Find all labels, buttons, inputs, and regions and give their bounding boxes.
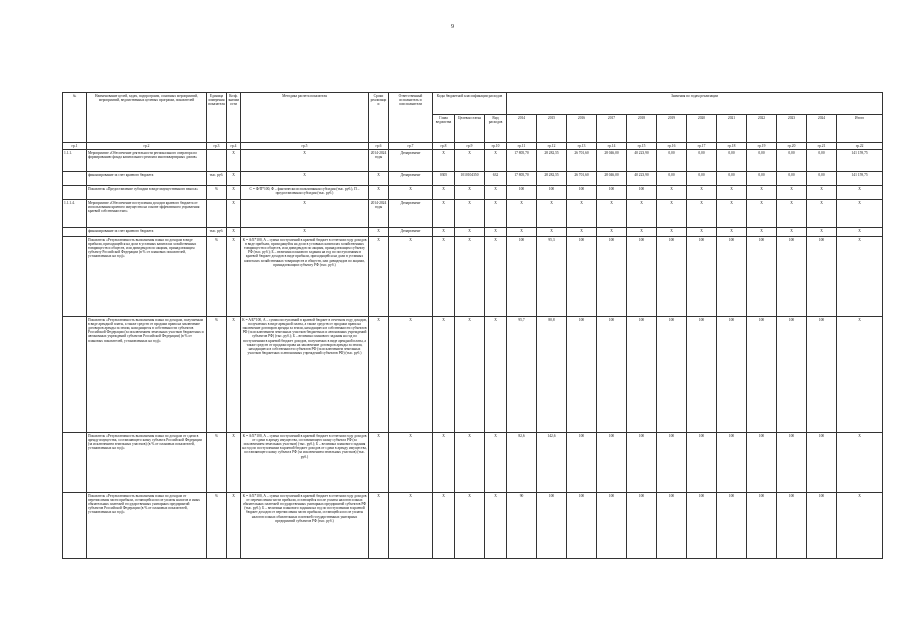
header-method: Методика расчета показателя [241, 93, 369, 143]
row-value: 100 [657, 493, 687, 559]
row-value: X [507, 200, 537, 228]
row-value: 100 [777, 433, 807, 493]
row-term: X [369, 228, 389, 237]
row-value: 100 [747, 493, 777, 559]
table-row [63, 237, 883, 317]
row-value: X [837, 200, 883, 228]
row-value: 0,00 [747, 172, 777, 186]
row-grbs: X [433, 433, 455, 493]
row-unit [207, 150, 227, 172]
row-responsible: X [389, 186, 433, 200]
column-number: гр.18 [717, 143, 747, 150]
row-value: 100 [627, 493, 657, 559]
row-value: 100 [717, 317, 747, 433]
header-year: Итого [837, 115, 883, 143]
column-number: гр.20 [777, 143, 807, 150]
row-grbs: X [433, 186, 455, 200]
row-value: 100 [777, 317, 807, 433]
row-value: 100 [597, 237, 627, 317]
column-number: гр.8 [433, 143, 455, 150]
column-number: гр.19 [747, 143, 777, 150]
row-value: X [537, 200, 567, 228]
row-value: 100 [537, 186, 567, 200]
row-value: X [657, 200, 687, 228]
row-value: 100 [627, 237, 657, 317]
column-number: гр.6 [369, 143, 389, 150]
row-value: X [597, 200, 627, 228]
row-csr: 1010104350 [455, 172, 485, 186]
row-value: 100 [597, 186, 627, 200]
column-number: гр.22 [837, 143, 883, 150]
header-num: № [63, 93, 87, 143]
row-value: X [627, 228, 657, 237]
row-term: 2014-2024 годы [369, 200, 389, 228]
row-value: 141 159,75 [837, 150, 883, 172]
header-year: 2020 [687, 115, 717, 143]
row-number [63, 317, 87, 433]
column-number: гр.17 [687, 143, 717, 150]
table-row [63, 172, 883, 186]
row-value: 0,00 [657, 172, 687, 186]
row-value: 100 [567, 237, 597, 317]
header-unit: Единица измерения показателя [207, 93, 227, 143]
row-number [63, 228, 87, 237]
column-number: гр.13 [567, 143, 597, 150]
row-grbs: X [433, 493, 455, 559]
column-number: гр.9 [455, 143, 485, 150]
column-number: гр.12 [537, 143, 567, 150]
row-value: 17 805,70 [507, 172, 537, 186]
table-row [63, 200, 883, 228]
row-method: C = Ф/П*100, Ф – фактически использованная субсидия (тыс. руб.), П – предоставленная субсидия (тыс. руб.) [241, 186, 369, 200]
header-year: 2017 [597, 115, 627, 143]
row-coef: X [227, 172, 241, 186]
row-value: X [747, 228, 777, 237]
row-value: 100 [657, 237, 687, 317]
row-responsible: X [389, 237, 433, 317]
row-value: 40 223,90 [627, 172, 657, 186]
row-vr: 632 [485, 172, 507, 186]
row-method: X [241, 172, 369, 186]
row-method: X [241, 228, 369, 237]
row-value: X [657, 186, 687, 200]
row-grbs: X [433, 237, 455, 317]
row-value: 100 [657, 317, 687, 433]
row-term: 2014-2024 годы [369, 150, 389, 172]
row-term: X [369, 433, 389, 493]
header-year: 2024 [807, 115, 837, 143]
row-vr: X [485, 200, 507, 228]
row-value: 26 701,60 [567, 172, 597, 186]
row-value: X [777, 200, 807, 228]
row-unit [207, 200, 227, 228]
row-value: 100 [627, 317, 657, 433]
row-number: 1.1.1.4. [63, 200, 87, 228]
table-row [63, 493, 883, 559]
row-csr: X [455, 186, 485, 200]
row-name: Показатель «Результативность выполнения плана по доходам, получаемым в виде арендной платы, а также средств от продажи права на заключение договоров аренды за земли, находящиеся в собственности субъектов Российской Федерации (за исключением земельных участков бюджетных и автономных учреждений субъектов Российской Федерации) (в % от плановых показателей, установленных на год)» [87, 317, 207, 433]
row-name: Показатель «Результативность выполнения плана по доходам в виде прибыли, приходящейся на доли в уставных капиталах хозяйственных товариществ и обществ, или дивидендов по акциям, принадлежащим субъекту Российской Федерации (в % от плановых показателей, установленных на год)» [87, 237, 207, 317]
row-coef: X [227, 150, 241, 172]
row-csr: X [455, 237, 485, 317]
row-value: 95,7 [507, 317, 537, 433]
row-value: X [657, 228, 687, 237]
row-value: 100 [627, 186, 657, 200]
row-value: 100 [507, 237, 537, 317]
row-unit: % [207, 493, 227, 559]
row-value: X [807, 228, 837, 237]
row-value: 100 [687, 433, 717, 493]
row-value: 100 [687, 317, 717, 433]
column-number: гр.2 [87, 143, 207, 150]
row-value: X [567, 200, 597, 228]
row-value: 100 [627, 433, 657, 493]
row-name: Показатель «Результативность выполнения плана по доходам от перечисления части прибыли, остающейся после уплаты налогов и иных обязательных платежей государственных унитарных предприятий субъектов Российской Федерации (в % от плановых показателей, установленных на год)» [87, 493, 207, 559]
row-grbs: X [433, 317, 455, 433]
row-value: 17 805,70 [507, 150, 537, 172]
row-name: Мероприятие «Обеспечение поступления доходов краевого бюджета от использования краевого имущества на основе эффективного управления краевой собственностью» [87, 200, 207, 228]
row-value: X [837, 237, 883, 317]
row-value: X [747, 200, 777, 228]
row-term: X [369, 317, 389, 433]
row-value: X [717, 186, 747, 200]
row-responsible: Департамент [389, 200, 433, 228]
header-year: 2021 [717, 115, 747, 143]
row-grbs: X [433, 228, 455, 237]
header-year: 2023 [777, 115, 807, 143]
header-values: Значения по годам реализации [507, 93, 883, 115]
row-name: Показатель «Результативность выполнения плана по доходам от сдачи в аренду имущества, составляющего казну субъекта Российской Федерации (за исключением земельных участков) (в % от плановых показателей, установленных на год)» [87, 433, 207, 493]
row-responsible: X [389, 433, 433, 493]
header-year: 2015 [537, 115, 567, 143]
row-name: Показатель «Предоставление субсидии в виде имущественного взноса» [87, 186, 207, 200]
row-value: 28 046,00 [597, 172, 627, 186]
program-table [62, 92, 883, 559]
column-number: гр.16 [657, 143, 687, 150]
row-csr: X [455, 493, 485, 559]
row-value: X [777, 228, 807, 237]
row-csr: X [455, 200, 485, 228]
row-unit: тыс. руб. [207, 228, 227, 237]
row-method: K = A/Б*100, А – сумма поступлений в краевой бюджет в отчетном году доходов от сдачи в аренду имущества, составляющего казну субъекта РФ (за исключением земельных участков) (тыс. руб.); Б – величина планового задания на год по поступлениям в краевой бюджет доходов от сдачи в аренду имущества, составляющего казну субъекта РФ (за исключением земельных участков) (тыс. руб.) [241, 433, 369, 493]
row-value: 141 159,75 [837, 172, 883, 186]
header-grbs: Глава ведомства [433, 115, 455, 143]
row-value: X [687, 186, 717, 200]
header-name: Наименование целей, задач, подпрограмм, основных мероприятий, мероприятий, ведомственных целевых программ, показателей [87, 93, 207, 143]
column-number: гр.1 [63, 143, 87, 150]
row-method: K = A/Б*100, А – сумма поступлений в краевой бюджет в отчетном году доходов в виде прибыли, приходящейся на доли в уставных капиталах хозяйственных товариществ и обществ, или дивидендов по акциям, принадлежащим субъекту РФ (тыс. руб.); Б – величина планового задания на год по поступлениям в краевой бюджет доходов в виде прибыли, приходящейся на доли в уставных капиталах хозяйственных товариществ и обществ, или дивидендов по акциям, принадлежащим субъекту РФ (тыс. руб.) [241, 237, 369, 317]
row-responsible: X [389, 317, 433, 433]
row-value: 26 701,60 [567, 150, 597, 172]
row-vr: X [485, 433, 507, 493]
row-value: 28 046,00 [597, 150, 627, 172]
table-row [63, 186, 883, 200]
row-value: 28 282,55 [537, 172, 567, 186]
row-name: финансирование за счет краевого бюджета [87, 172, 207, 186]
row-value: 80,8 [537, 317, 567, 433]
row-vr: X [485, 317, 507, 433]
row-value: X [837, 433, 883, 493]
row-value: 100 [807, 433, 837, 493]
header-resp: Ответственный исполнитель и соисполнители [389, 93, 433, 143]
row-value: 0,00 [747, 150, 777, 172]
row-value: X [537, 228, 567, 237]
row-number [63, 237, 87, 317]
row-csr: X [455, 433, 485, 493]
row-responsible: X [389, 493, 433, 559]
row-vr: X [485, 186, 507, 200]
row-number [63, 186, 87, 200]
header-year: 2014 [507, 115, 537, 143]
row-value: 0,00 [777, 150, 807, 172]
row-coef: X [227, 317, 241, 433]
column-number: гр.4 [227, 143, 241, 150]
header-year: 2019 [657, 115, 687, 143]
header-budget: Коды бюджетной классификации расходов [433, 93, 507, 115]
row-value: 100 [687, 237, 717, 317]
row-unit: % [207, 317, 227, 433]
row-value: 100 [747, 433, 777, 493]
row-value: X [597, 228, 627, 237]
row-value: 100 [567, 317, 597, 433]
column-number: гр.14 [597, 143, 627, 150]
row-method: X [241, 150, 369, 172]
column-number: гр.3 [207, 143, 227, 150]
row-value: 100 [657, 433, 687, 493]
row-value: 0,00 [687, 172, 717, 186]
row-value: 100 [597, 433, 627, 493]
row-unit: % [207, 186, 227, 200]
row-value: X [837, 186, 883, 200]
row-value: X [507, 228, 537, 237]
row-coef: X [227, 237, 241, 317]
row-value: 100 [567, 493, 597, 559]
row-unit: тыс. руб. [207, 172, 227, 186]
column-number: гр.15 [627, 143, 657, 150]
row-value: 100 [777, 493, 807, 559]
row-number [63, 493, 87, 559]
header-term: Сроки реализации [369, 93, 389, 143]
header-year: 2018 [627, 115, 657, 143]
row-value: X [837, 228, 883, 237]
column-number: гр.10 [485, 143, 507, 150]
row-value: 142,6 [537, 433, 567, 493]
row-value: 100 [507, 186, 537, 200]
row-term: X [369, 237, 389, 317]
row-number: 1.1.1. [63, 150, 87, 172]
row-number [63, 172, 87, 186]
row-grbs: X [433, 200, 455, 228]
row-value: 0,00 [807, 150, 837, 172]
row-coef: X [227, 433, 241, 493]
row-value: 82,6 [507, 433, 537, 493]
row-method: K = A/Б*100, А – сумма поступлений в краевой бюджет в отчетном году доходов, получаемых в виде арендной платы, а также средств от продажи права на заключение договоров аренды за земли, находящиеся в собственности субъектов РФ (за исключением земельных участков бюджетных и автономных учреждений субъектов РФ) (тыс. руб.); Б – величина планового задания на год по поступлениям в краевой бюджет доходов, получаемых в виде арендной платы, а также средств от продажи права на заключение договоров аренды за земли, находящиеся в собственности субъектов РФ (за исключением земельных участков бюджетных и автономных учреждений субъектов РФ) (тыс. руб.) [241, 317, 369, 433]
row-coef: X [227, 200, 241, 228]
row-value: 0,00 [687, 150, 717, 172]
row-name: финансирование за счет краевого бюджета [87, 228, 207, 237]
row-value: X [837, 493, 883, 559]
header-csr: Целевая статья [455, 115, 485, 143]
row-method: K = A/Б*100, А – сумма поступлений в краевой бюджет в отчетном году доходов от перечисления части прибыли, остающейся после уплаты налогов и иных обязательных платежей государственных унитарных предприятий субъектов РФ (тыс. руб.); Б – величина планового задания на год по поступлениям в краевой бюджет доходов от перечисления части прибыли, остающейся после уплаты налогов и иных обязательных платежей государственных унитарных предприятий субъектов РФ (тыс. руб.) [241, 493, 369, 559]
row-value: 100 [717, 237, 747, 317]
row-value: 100 [597, 317, 627, 433]
row-value: 100 [807, 237, 837, 317]
row-value: 0,00 [717, 150, 747, 172]
row-name: Мероприятие «Обеспечение деятельности регионального оператора по формированию фонда капитального ремонта многоквартирных домов» [87, 150, 207, 172]
row-unit: % [207, 433, 227, 493]
header-year: 2022 [747, 115, 777, 143]
row-csr: X [455, 317, 485, 433]
row-value: 100 [537, 493, 567, 559]
row-value: 0,00 [717, 172, 747, 186]
row-responsible: Департамент [389, 172, 433, 186]
row-value: 100 [807, 493, 837, 559]
row-value: 100 [807, 317, 837, 433]
row-value: X [687, 228, 717, 237]
row-value: 100 [747, 237, 777, 317]
row-value: 100 [567, 433, 597, 493]
row-value: X [717, 228, 747, 237]
column-number: гр.7 [389, 143, 433, 150]
row-value: X [807, 186, 837, 200]
row-grbs: 0305 [433, 172, 455, 186]
page-number: 9 [451, 24, 454, 30]
row-value: 0,00 [807, 172, 837, 186]
row-vr: X [485, 150, 507, 172]
table-row [63, 433, 883, 493]
header-vr: Вид расходов [485, 115, 507, 143]
row-coef: X [227, 228, 241, 237]
header-year: 2016 [567, 115, 597, 143]
row-value: 40 223,90 [627, 150, 657, 172]
row-value: X [777, 186, 807, 200]
header-coef: Коэф. значимости [227, 93, 241, 143]
row-term: X [369, 493, 389, 559]
row-term: X [369, 186, 389, 200]
row-value: 28 282,55 [537, 150, 567, 172]
row-value: X [717, 200, 747, 228]
table-row [63, 150, 883, 172]
row-coef: X [227, 493, 241, 559]
row-method: X [241, 200, 369, 228]
row-vr: X [485, 228, 507, 237]
row-responsible: Департамент [389, 228, 433, 237]
column-number: гр.11 [507, 143, 537, 150]
row-vr: X [485, 237, 507, 317]
column-number: гр.5 [241, 143, 369, 150]
row-coef: X [227, 186, 241, 200]
row-value: X [627, 200, 657, 228]
row-value: 100 [717, 493, 747, 559]
row-unit: % [207, 237, 227, 317]
row-value: X [807, 200, 837, 228]
row-vr: X [485, 493, 507, 559]
row-value: X [747, 186, 777, 200]
row-value: X [837, 317, 883, 433]
row-responsible: Департамент [389, 150, 433, 172]
row-value: 90 [507, 493, 537, 559]
row-value: X [567, 228, 597, 237]
row-value: 100 [687, 493, 717, 559]
row-csr: X [455, 150, 485, 172]
row-value: 95,3 [537, 237, 567, 317]
row-value: 0,00 [657, 150, 687, 172]
row-value: X [687, 200, 717, 228]
table-row [63, 317, 883, 433]
row-term: X [369, 172, 389, 186]
table-row [63, 228, 883, 237]
column-number: гр.21 [807, 143, 837, 150]
row-number [63, 433, 87, 493]
row-value: 100 [597, 493, 627, 559]
row-grbs: X [433, 150, 455, 172]
row-csr: X [455, 228, 485, 237]
row-value: 100 [567, 186, 597, 200]
row-value: 100 [777, 237, 807, 317]
row-value: 0,00 [777, 172, 807, 186]
row-value: 100 [747, 317, 777, 433]
row-value: 100 [717, 433, 747, 493]
